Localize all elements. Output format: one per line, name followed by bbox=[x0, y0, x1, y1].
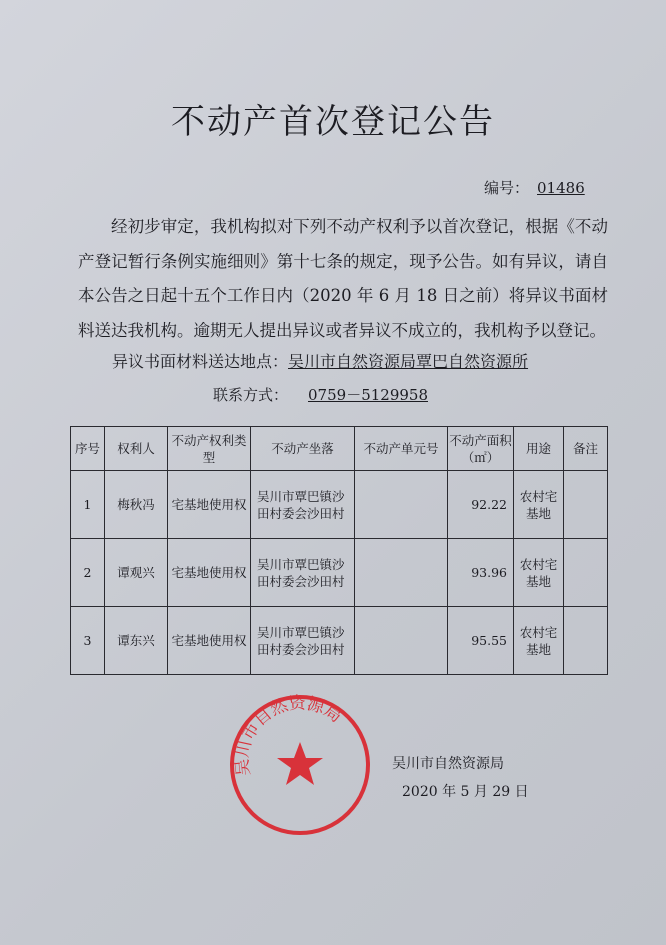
cell-type: 宅基地使用权 bbox=[168, 539, 251, 607]
contact-info bbox=[213, 384, 666, 406]
cell-note bbox=[564, 607, 608, 675]
contact-value: 0759－5129958 bbox=[308, 386, 428, 404]
column-header: 权利人 bbox=[105, 427, 168, 471]
cell-owner: 谭东兴 bbox=[105, 607, 168, 675]
cell-note bbox=[564, 539, 608, 607]
cell-type: 宅基地使用权 bbox=[168, 471, 251, 539]
page-title: 不动产首次登记公告 bbox=[171, 102, 495, 142]
issue-date: 2020 年 5 月 29 日 bbox=[402, 784, 529, 800]
serial-number bbox=[484, 178, 666, 198]
seal-text: 吴川市自然资源局 bbox=[232, 693, 346, 777]
property-table bbox=[70, 426, 608, 675]
cell-no: 3 bbox=[71, 607, 105, 675]
column-header: 不动产单元号 bbox=[355, 427, 448, 471]
contact-label: 联系方式： bbox=[213, 386, 289, 404]
cell-unit bbox=[355, 539, 448, 607]
serial-label: 编号： bbox=[484, 179, 530, 197]
table-row bbox=[71, 471, 608, 539]
cell-owner: 谭观兴 bbox=[105, 539, 168, 607]
column-header: 备注 bbox=[564, 427, 608, 471]
column-header: 用途 bbox=[514, 427, 564, 471]
serial-value: 01486 bbox=[537, 179, 585, 197]
official-seal bbox=[225, 690, 375, 840]
signature-area bbox=[0, 675, 666, 855]
issuer-signature: 吴川市自然资源局 bbox=[392, 756, 504, 772]
cell-no: 1 bbox=[71, 471, 105, 539]
column-header: 不动产面积（㎡） bbox=[448, 427, 514, 471]
column-header: 不动产坐落 bbox=[251, 427, 355, 471]
cell-location: 吴川市覃巴镇沙田村委会沙田村 bbox=[251, 539, 355, 607]
cell-use: 农村宅基地 bbox=[514, 539, 564, 607]
star-icon bbox=[277, 742, 323, 785]
column-header: 不动产权利类型 bbox=[168, 427, 251, 471]
table-row bbox=[71, 607, 608, 675]
table-row bbox=[71, 539, 608, 607]
address-value: 吴川市自然资源局覃巴自然资源所 bbox=[288, 352, 529, 371]
cell-use: 农村宅基地 bbox=[514, 471, 564, 539]
cell-use: 农村宅基地 bbox=[514, 607, 564, 675]
cell-area: 93.96 bbox=[448, 539, 514, 607]
cell-area: 92.22 bbox=[448, 471, 514, 539]
cell-note bbox=[564, 471, 608, 539]
cell-location: 吴川市覃巴镇沙田村委会沙田村 bbox=[251, 607, 355, 675]
cell-unit bbox=[355, 471, 448, 539]
cell-area: 95.55 bbox=[448, 607, 514, 675]
cell-type: 宅基地使用权 bbox=[168, 607, 251, 675]
notice-body: 经初步审定，我机构拟对下列不动产权利予以首次登记，根据《不动产登记暂行条例实施细则》第十七条的规定，现予公告。如有异议，请自本公告之日起十五个工作日内（2020 年 6 月 18 日之前）将异议书面材料送达我机构。逾期无人提出异议或者异议不成立的，我机构予以登记。 bbox=[78, 217, 608, 340]
cell-unit bbox=[355, 607, 448, 675]
cell-no: 2 bbox=[71, 539, 105, 607]
cell-location: 吴川市覃巴镇沙田村委会沙田村 bbox=[251, 471, 355, 539]
address-label: 异议书面材料送达地点： bbox=[112, 352, 289, 371]
column-header: 序号 bbox=[71, 427, 105, 471]
cell-owner: 梅秋冯 bbox=[105, 471, 168, 539]
objection-address bbox=[112, 350, 666, 374]
